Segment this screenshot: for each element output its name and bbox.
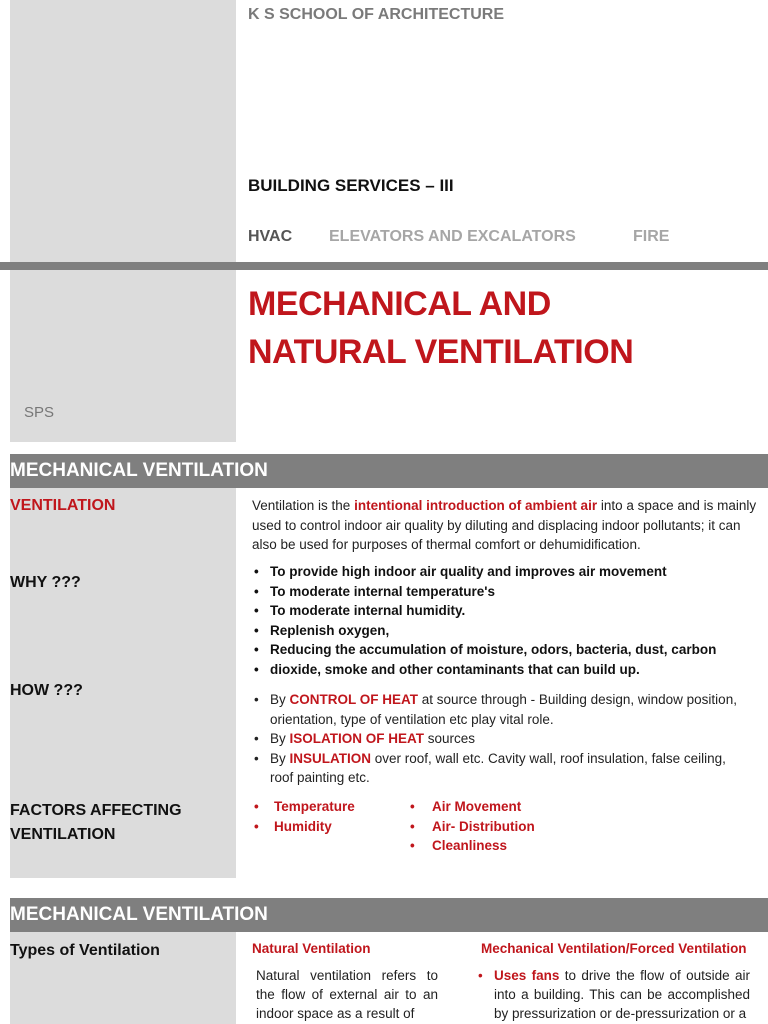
list-item: • Temperature: [252, 797, 402, 817]
how-label: HOW ???: [10, 682, 83, 699]
factors-list-col2: [408, 797, 608, 856]
section-heading: [10, 898, 768, 932]
list-item: • Cleanliness: [408, 836, 608, 856]
main-title: [248, 280, 633, 376]
nav-fire[interactable]: FIRE: [633, 228, 670, 245]
list-item: • dioxide, smoke and other contaminants that can build up.: [252, 660, 762, 680]
mechanical-highlight: Uses fans: [494, 968, 560, 983]
natural-text: Natural ventilation refers to the flow of external air to an indoor space as a result of: [256, 968, 438, 1021]
ventilation-highlight: intentional introduction of ambient air: [354, 498, 598, 513]
how-post: sources: [424, 731, 476, 746]
nav-hvac[interactable]: HVAC: [248, 228, 293, 245]
how-pre: By: [270, 731, 290, 746]
section-heading-text: MECHANICAL VENTILATION: [10, 460, 268, 481]
nav-elevators[interactable]: ELEVATORS AND EXCALATORS: [329, 228, 576, 245]
how-list: [252, 690, 747, 788]
why-list: [252, 562, 762, 680]
how-highlight: ISOLATION OF HEAT: [289, 731, 425, 746]
list-item: [252, 690, 747, 729]
how-highlight: CONTROL OF HEAT: [289, 692, 419, 707]
list-item: • Humidity: [252, 817, 402, 837]
list-item: • To moderate internal temperature's: [252, 582, 762, 602]
types-label: Types of Ventilation: [10, 942, 160, 959]
why-label: WHY ???: [10, 574, 81, 591]
list-item: • To moderate internal humidity.: [252, 601, 762, 621]
ventilation-label: VENTILATION: [10, 497, 116, 514]
list-item: • Reducing the accumulation of moisture, odors, bacteria, dust, carbon: [252, 640, 762, 660]
list-item: • Air Movement: [408, 797, 608, 817]
how-post: over roof, wall etc. Cavity wall, roof insulation, false ceiling, roof painting etc.: [270, 750, 726, 785]
mechanical-heading: Mechanical Ventilation/Forced Ventilation: [481, 941, 747, 956]
main-title-line1: MECHANICAL AND: [248, 285, 551, 323]
list-item: • To provide high indoor air quality and improves air movement: [252, 562, 762, 582]
list-item: [252, 729, 747, 749]
main-title-line2: NATURAL VENTILATION: [248, 333, 634, 371]
list-item: [252, 749, 747, 788]
factors-label-line1: FACTORS AFFECTING: [10, 802, 182, 819]
school-name: K S SCHOOL OF ARCHITECTURE: [248, 6, 505, 23]
how-highlight: INSULATION: [289, 750, 372, 766]
header-left-panel: [10, 0, 236, 262]
ventilation-text-before: Ventilation is the: [252, 498, 355, 513]
ventilation-definition: [252, 496, 757, 555]
divider-bar: [0, 262, 768, 270]
list-item: • Air- Distribution: [408, 817, 608, 837]
mechanical-text: to drive the flow of outside air into a building. This can be accomplished by pressurization or de-pressurization or a: [494, 968, 750, 1021]
factors-label: [10, 799, 182, 847]
how-pre: By: [270, 692, 290, 707]
how-post: at source through - Building design, window position, orientation, type of ventilation etc play vital role.: [270, 692, 737, 727]
factors-list-col1: [252, 797, 402, 836]
how-pre: By: [270, 750, 290, 766]
section-heading-text: MECHANICAL VENTILATION: [10, 904, 268, 925]
factors-label-line2: VENTILATION: [10, 826, 116, 843]
ventilation-text-after: into a space and is mainly used to control indoor air quality by diluting and displacing indoor pollutants; it can also be used for purposes of thermal comfort or dehumidification.: [252, 498, 757, 552]
natural-heading: Natural Ventilation: [252, 941, 371, 956]
author-initials: SPS: [24, 404, 55, 421]
mechanical-list: [476, 966, 750, 1023]
section-heading: [10, 454, 768, 488]
list-item: [476, 966, 750, 1023]
list-item: • Replenish oxygen,: [252, 621, 762, 641]
course-title: BUILDING SERVICES – III: [248, 176, 454, 195]
